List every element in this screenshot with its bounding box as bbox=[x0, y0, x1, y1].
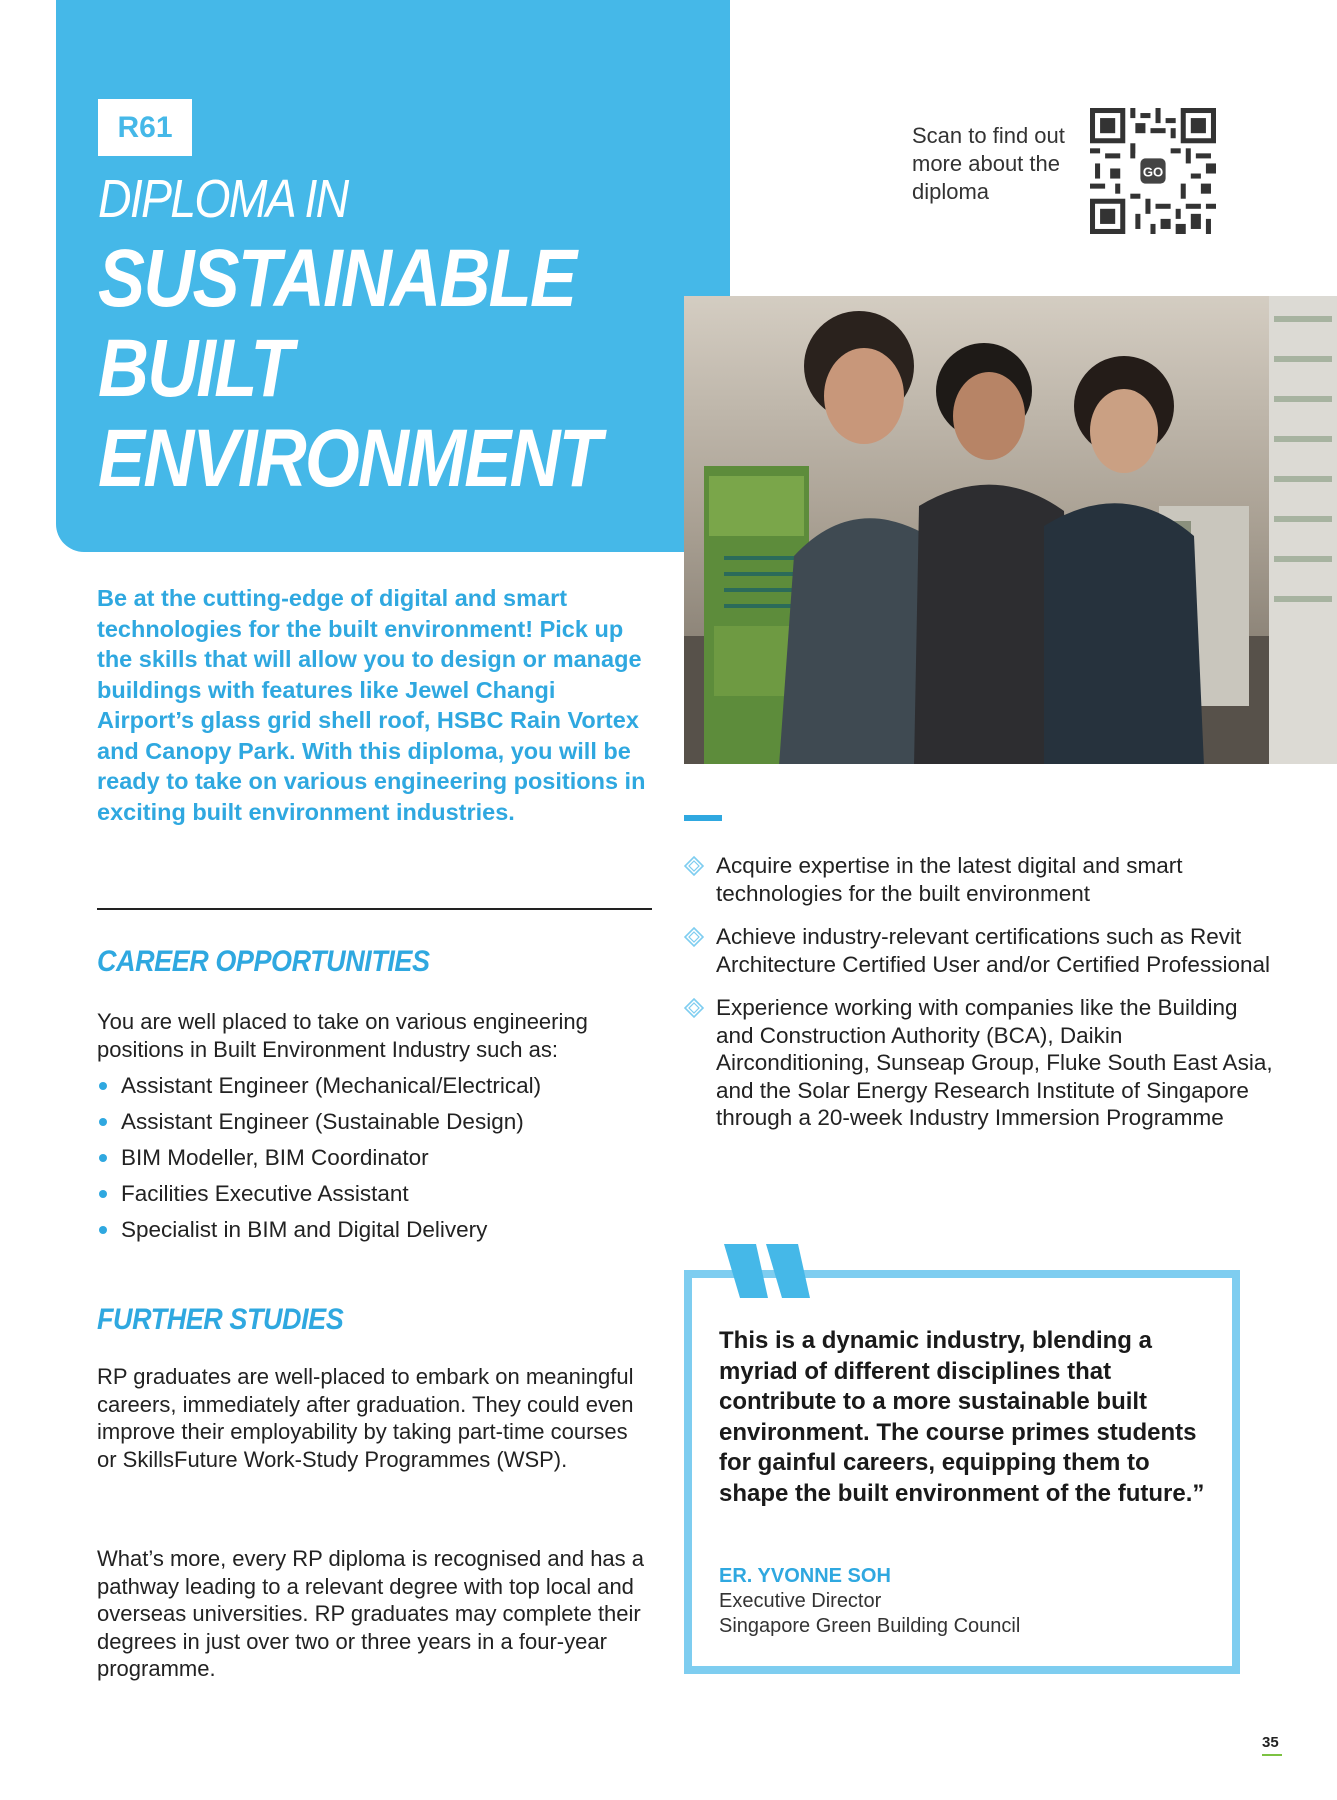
bullet-icon bbox=[99, 1118, 107, 1126]
list-item: BIM Modeller, BIM Coordinator bbox=[97, 1144, 657, 1171]
title-line-1: SUSTAINABLE bbox=[98, 233, 576, 324]
career-list bbox=[97, 1072, 657, 1252]
qr-caption: Scan to find out more about the diploma bbox=[912, 123, 1065, 204]
title-prefix: DIPLOMA IN bbox=[98, 169, 348, 229]
bullet-icon bbox=[99, 1154, 107, 1162]
title-banner bbox=[56, 0, 730, 552]
quote-mark-icon bbox=[718, 1244, 818, 1304]
bullet-icon bbox=[99, 1082, 107, 1090]
highlights-list bbox=[684, 852, 1274, 1148]
career-heading: CAREER OPPORTUNITIES bbox=[97, 945, 430, 978]
qr-code-icon[interactable] bbox=[1090, 108, 1216, 234]
list-item: Achieve industry-relevant certifications such as Revit Architecture Certified User and/or Certified Professional bbox=[684, 923, 1274, 978]
title-line-3: ENVIRONMENT bbox=[98, 413, 601, 504]
author-title: Executive Director bbox=[719, 1590, 882, 1612]
list-item: Assistant Engineer (Sustainable Design) bbox=[97, 1108, 657, 1135]
list-item: Assistant Engineer (Mechanical/Electrical) bbox=[97, 1072, 657, 1099]
intro-paragraph: Be at the cutting-edge of digital and smart technologies for the built environment! Pick up the skills that will allow you to design or manage buildings with features like Jewel Changi Airport’s glass grid shell roof, HSBC Rain Vortex and Canopy Park. With this diploma, you will be ready to take on various engineering positions in exciting built environment industries. bbox=[97, 585, 646, 825]
diamond-icon bbox=[684, 927, 704, 947]
divider bbox=[97, 908, 652, 910]
diamond-icon bbox=[684, 998, 704, 1018]
testimonial-role bbox=[719, 1589, 1020, 1639]
list-item: Facilities Executive Assistant bbox=[97, 1180, 657, 1207]
list-item: Experience working with companies like the Building and Construction Authority (BCA), Daikin Airconditioning, Sunseap Group, Fluke South East Asia, and the Solar Energy Research Institute of Singapore through a 20-week Industry Immersion Programme bbox=[684, 994, 1274, 1132]
course-code-badge: R61 bbox=[98, 99, 192, 156]
qr-center-label: GO bbox=[1142, 164, 1164, 180]
diamond-icon bbox=[684, 856, 704, 876]
bullet-icon bbox=[99, 1226, 107, 1234]
further-paragraph-1: RP graduates are well-placed to embark on meaningful careers, immediately after graduation. They could even improve their employability by taking part-time courses or SkillsFuture Work-Study Programmes (WSP). bbox=[97, 1364, 634, 1472]
students-with-building-model-photo bbox=[684, 296, 1337, 764]
testimonial-quote: This is a dynamic industry, blending a myriad of different disciplines that contribute to a more sustainable built environment. The course primes students for gainful careers, equipping them to shape the built environment of the future.” bbox=[719, 1327, 1205, 1507]
list-item: Acquire expertise in the latest digital and smart technologies for the built environment bbox=[684, 852, 1274, 907]
title-line-2: BUILT bbox=[98, 323, 292, 414]
page-title bbox=[98, 234, 600, 504]
page-number: 35 bbox=[1262, 1734, 1279, 1751]
author-organisation: Singapore Green Building Council bbox=[719, 1615, 1021, 1637]
bullet-icon bbox=[99, 1190, 107, 1198]
page-number-underline bbox=[1262, 1754, 1282, 1756]
career-intro: You are well placed to take on various engineering positions in Built Environment Industry such as: bbox=[97, 1009, 588, 1062]
accent-dash bbox=[684, 815, 722, 821]
testimonial-author: ER. YVONNE SOH bbox=[719, 1565, 891, 1587]
further-paragraph-2: What’s more, every RP diploma is recognised and has a pathway leading to a relevant degree with top local and overseas universities. RP graduates may complete their degrees in just over two or three years in a four-year programme. bbox=[97, 1546, 645, 1681]
further-studies-heading: FURTHER STUDIES bbox=[97, 1303, 344, 1336]
list-item: Specialist in BIM and Digital Delivery bbox=[97, 1216, 657, 1243]
